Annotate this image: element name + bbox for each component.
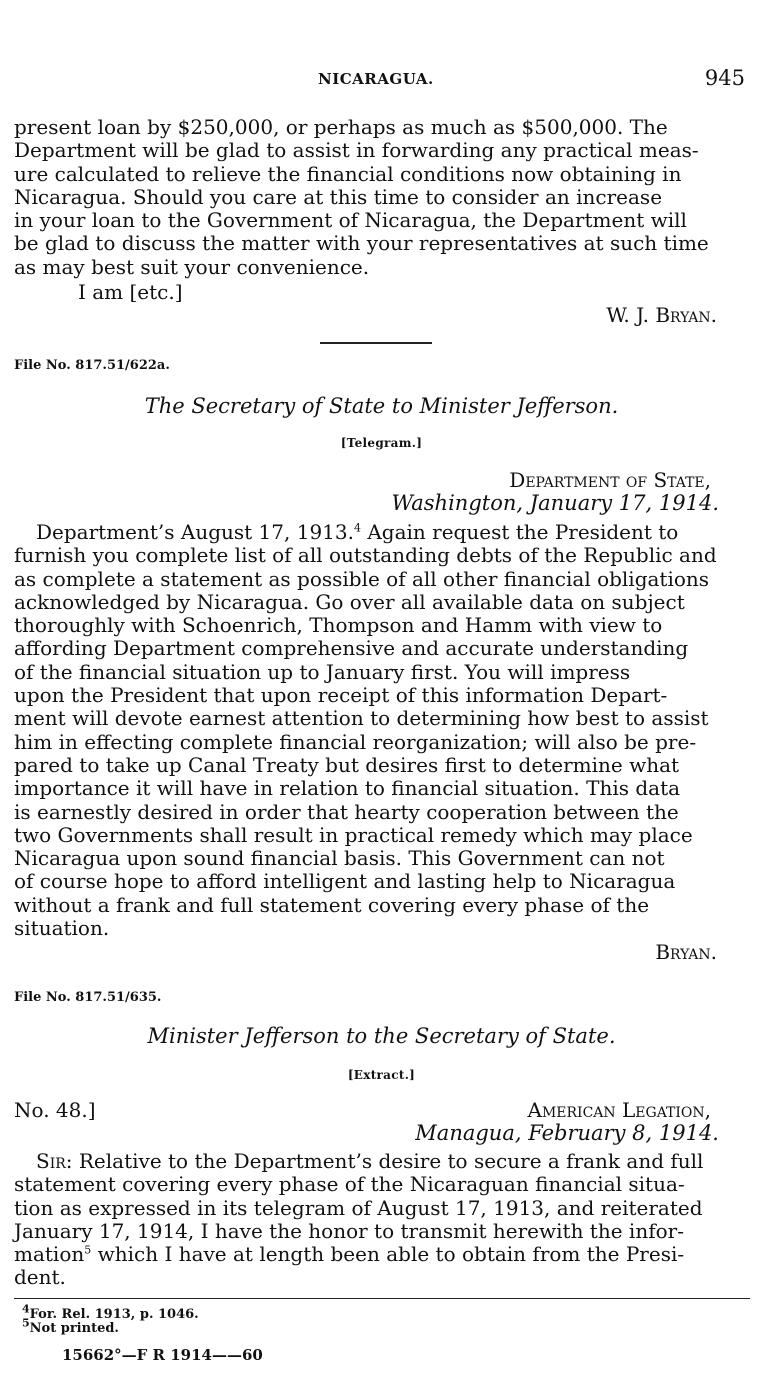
closing: I am [etc.] — [78, 280, 183, 304]
dateline-place: American Legation, — [527, 1098, 711, 1122]
footnotes — [22, 1302, 199, 1336]
text-line: ure calculated to relieve the financial conditions now obtaining in — [14, 161, 682, 186]
dispatch-number: No. 48.] — [14, 1098, 96, 1122]
dateline-place: Department of State, — [509, 468, 711, 492]
document-title: The Secretary of State to Minister Jefferson. — [144, 394, 619, 418]
letter-continuation-body — [14, 116, 744, 279]
text-line: importance it will have in relation to financial situation. This data — [14, 776, 681, 801]
text-segment: : Relative to the Department’s desire to secure a frank and full — [65, 1149, 704, 1173]
footnote-ref: 4 — [353, 521, 361, 535]
footnote-mark: 4 — [22, 1302, 30, 1316]
footnote — [22, 1302, 199, 1322]
text-line: Nicaragua. Should you care at this time to consider an increase — [14, 184, 663, 209]
text-line: two Governments shall result in practical remedy which may place — [14, 822, 693, 847]
text-line: without a frank and full statement covering every phase of the — [14, 892, 650, 917]
text-line: situation. — [14, 916, 110, 941]
telegram-body — [14, 521, 744, 940]
footnote — [22, 1316, 199, 1336]
text-line: as may best suit your convenience. — [14, 254, 370, 279]
footnote-text: Not printed. — [29, 1321, 119, 1336]
signature-bryan: W. J. Bryan. — [606, 303, 717, 327]
text-line: thoroughly with Schoenrich, Thompson and Hamm with view to — [14, 613, 663, 638]
dateline-date: Washington, January 17, 1914. — [391, 491, 719, 515]
text-segment: mation — [14, 1242, 85, 1267]
footnote-divider — [14, 1298, 750, 1299]
text-line: upon the President that upon receipt of this information Depart- — [14, 683, 668, 708]
document-title: Minister Jefferson to the Secretary of State. — [147, 1024, 616, 1048]
file-number: File No. 817.51/622a. — [14, 358, 170, 373]
running-title: NICARAGUA. — [318, 70, 434, 88]
text-line: of course hope to afford intelligent and lasting help to Nicaragua — [14, 869, 676, 894]
text-line: Department will be glad to assist in forwarding any practical meas- — [14, 138, 699, 163]
text-line — [14, 1150, 744, 1173]
text-line: acknowledged by Nicaragua. Go over all available data on subject — [14, 589, 685, 614]
text-line: pared to take up Canal Treaty but desires first to determine what — [14, 752, 680, 777]
footnote-ref: 5 — [84, 1243, 92, 1257]
text-line: in your loan to the Government of Nicaragua, the Department will — [14, 208, 687, 233]
text-line: as complete a statement as possible of all other financial obligations — [14, 566, 710, 591]
text-line: Nicaragua upon sound financial basis. This Government can not — [14, 846, 665, 871]
text-line: him in effecting complete financial reorganization; will also be pre- — [14, 729, 697, 754]
page-header — [0, 66, 763, 94]
text-line: is earnestly desired in order that hearty cooperation between the — [14, 799, 679, 824]
text-segment: which I have at length been able to obtain from the Presi- — [91, 1242, 685, 1267]
signature-bryan: Bryan. — [655, 940, 717, 964]
text-line: of the financial situation up to January first. You will impress — [14, 659, 631, 684]
text-line: statement covering every phase of the Nicaraguan financial situa- — [14, 1172, 685, 1197]
document-type: [Telegram.] — [340, 436, 423, 450]
print-line: 15662°—F R 1914——60 — [62, 1346, 263, 1364]
document-type: [Extract.] — [347, 1068, 416, 1082]
text-segment: Again request the President to — [360, 520, 679, 544]
text-line: dent. — [14, 1265, 66, 1290]
text-line: tion as expressed in its telegram of August 17, 1913, and reiterated — [14, 1195, 703, 1220]
text-line: affording Department comprehensive and accurate understanding — [14, 636, 689, 661]
footnote-text: For. Rel. 1913, p. 1046. — [29, 1307, 199, 1322]
text-line: present loan by $250,000, or perhaps as much as $500,000. The — [14, 115, 668, 139]
divider — [320, 342, 432, 344]
dispatch-body — [14, 1150, 744, 1290]
text-line: January 17, 1914, I have the honor to transmit herewith the infor- — [14, 1218, 684, 1243]
file-number: File No. 817.51/635. — [14, 990, 162, 1005]
text-line: ment will devote earnest attention to determining how best to assist — [14, 706, 709, 731]
text-line — [14, 521, 744, 544]
salutation: Sir — [36, 1149, 66, 1173]
page-number: 945 — [704, 66, 745, 90]
dateline-date: Managua, February 8, 1914. — [415, 1121, 719, 1145]
text-line — [14, 1243, 744, 1266]
text-line: furnish you complete list of all outstanding debts of the Republic and — [14, 543, 717, 568]
text-line: be glad to discuss the matter with your representatives at such time — [14, 231, 709, 256]
text-segment: Department’s August 17, 1913. — [36, 520, 354, 544]
footnote-mark: 5 — [22, 1316, 30, 1330]
